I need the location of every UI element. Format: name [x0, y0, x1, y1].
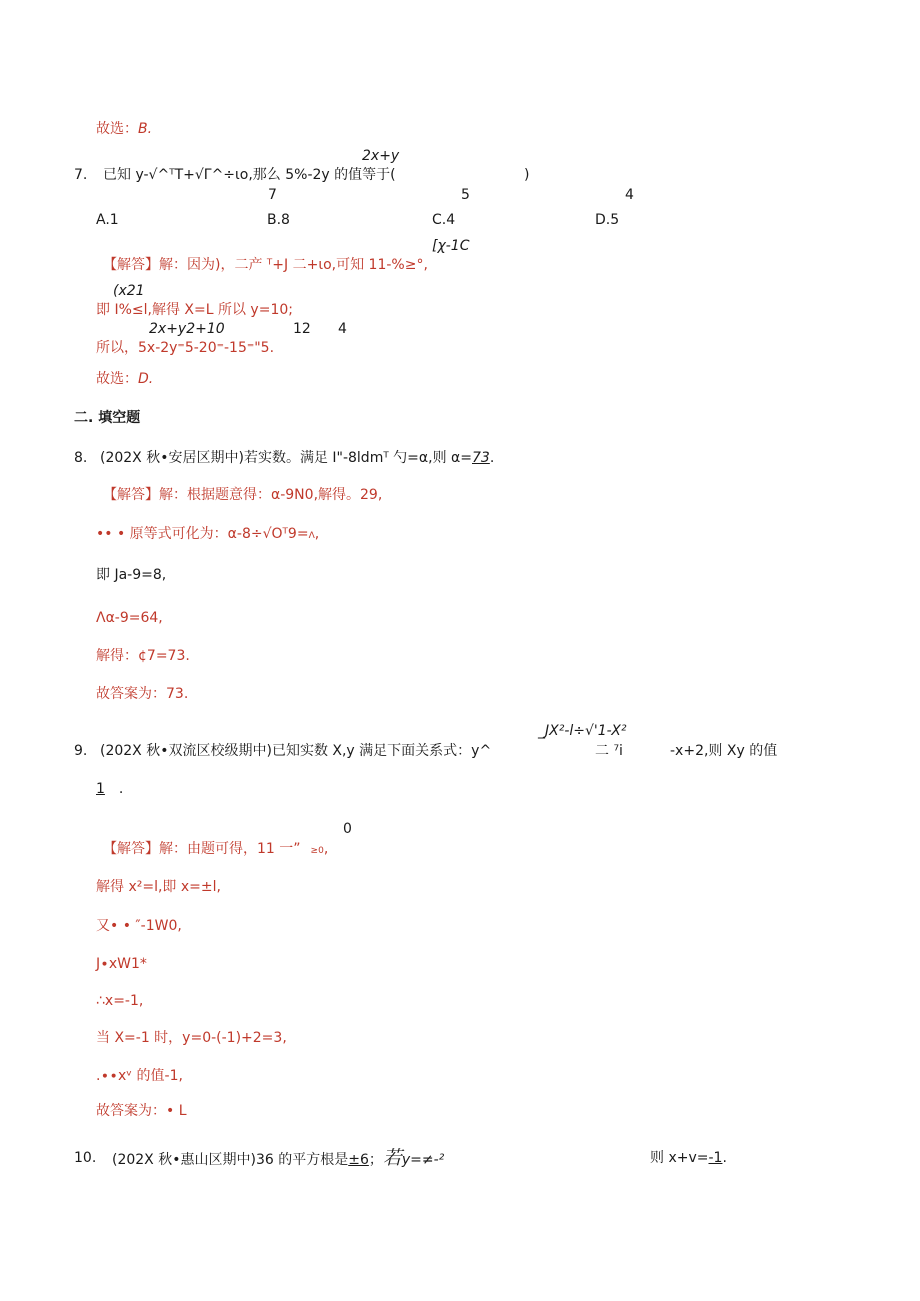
- q7-solution-fragment: (x21: [113, 283, 145, 299]
- answer-blank: ±6: [348, 1152, 369, 1168]
- solution-end: ,: [314, 526, 320, 542]
- q8-number: 8.: [74, 450, 88, 466]
- answer-prefix: 故选：: [96, 371, 138, 387]
- solution-text: 解：根据题意得：α-9N0,解得。29,: [159, 487, 383, 503]
- q9-number: 9.: [74, 743, 88, 759]
- q9-solution-line: 解得 x²=l,即 x=±l,: [96, 879, 221, 895]
- q8-solution-line: [103, 486, 382, 504]
- q7-denominator: 4: [625, 187, 634, 203]
- q8-question-line: [100, 449, 494, 467]
- answer-blank: 1: [96, 781, 105, 797]
- solution-tag: 【解答】: [103, 487, 159, 503]
- q8-solution-line: 解得：¢7=73.: [96, 648, 190, 664]
- solution-subscript: Λ: [308, 531, 315, 541]
- q7-question-text: 已知 y-√^ᵀT+√Γ^÷ιo,那么 5%-2y 的值等于(: [103, 167, 396, 183]
- q7-solution-fraction-top: 2x+y2+10: [149, 321, 225, 337]
- q9-solution-line: J∙xW1*: [96, 956, 147, 972]
- solution-tag: 【解答】: [103, 257, 159, 273]
- q7-solution-line: [103, 256, 428, 274]
- q9-question-fragment: 二 ⁷i: [595, 743, 623, 759]
- q7-denominator: 5: [461, 187, 470, 203]
- q7-option-d: D.5: [595, 212, 620, 228]
- q9-solution-line: 又• • ″-1W0,: [96, 918, 182, 934]
- answer-value: D.: [138, 371, 154, 387]
- solution-text: 解：因为)，二产 ᵀ+J 二+ιo,可知 11-%≥°,: [159, 257, 428, 273]
- q7-solution-fraction-value: 4: [338, 321, 347, 337]
- q7-close-paren: ): [524, 167, 530, 183]
- answer-blank: 73: [472, 450, 490, 466]
- question-text: (202X 秋•安居区期中)若实数。满足 I"-8ldmᵀ 勺=α,则 α=: [100, 450, 472, 466]
- question-end: .: [722, 1150, 727, 1166]
- question-fragment: y=≠-²: [401, 1152, 445, 1168]
- q9-fraction-top: _JX²-l÷√'1-X²: [538, 723, 627, 739]
- q9-solution-fragment: 0: [343, 821, 352, 837]
- q7-solution-line: [96, 339, 274, 357]
- question-end: .: [489, 450, 495, 466]
- answer-prefix: 故选：: [96, 121, 138, 137]
- question-separator: ；: [368, 1152, 383, 1168]
- q9-question-tail: -x+2,则 Xy 的值: [670, 743, 778, 759]
- q10-question-line: [112, 1149, 444, 1169]
- q9-answer-blank-line: [96, 780, 123, 798]
- q7-denominator: 7: [268, 187, 277, 203]
- q10-number: 10.: [74, 1150, 97, 1166]
- q9-solution-line: 当 X=-1 时，y=0-(-1)+2=3,: [96, 1030, 287, 1046]
- solution-superscript: ≥0: [310, 846, 324, 856]
- q7-solution-fragment: [χ-1C: [432, 238, 470, 254]
- q9-question-text: (202X 秋•双流区校级期中)已知实数 X,y 满足下面关系式：y^: [100, 743, 492, 759]
- answer-value: B.: [138, 121, 153, 137]
- q7-solution-line: 即 I%≤l,解得 X=L 所以 y=10;: [96, 302, 293, 318]
- q8-solution-line: [96, 525, 319, 545]
- q7-option-b: B.8: [267, 212, 290, 228]
- q6-answer-line: [96, 120, 152, 138]
- section-title: 二. 填空题: [74, 410, 141, 426]
- q10-question-tail: [650, 1149, 727, 1167]
- question-text: (202X 秋•惠山区期中)36 的平方根是: [112, 1152, 349, 1168]
- q9-answer-line: 故答案为：• L: [96, 1103, 187, 1119]
- q8-solution-line: 即 Ja-9=8,: [96, 567, 167, 583]
- question-end: .: [118, 781, 124, 797]
- q7-solution-fraction-value: 12: [293, 321, 311, 337]
- q7-option-c: C.4: [432, 212, 456, 228]
- q8-answer-line: 故答案为：73.: [96, 686, 189, 702]
- q7-option-a: A.1: [96, 212, 119, 228]
- q7-fraction-top: 2x+y: [362, 148, 400, 164]
- q7-number: 7.: [74, 167, 88, 183]
- solution-tag: 【解答】: [103, 841, 159, 857]
- answer-blank: -1: [708, 1150, 723, 1166]
- solution-text: •• • 原等式可化为：α-8÷√Oᵀ9=: [96, 526, 309, 542]
- solution-text: 解：由题可得，11 一”: [159, 841, 301, 857]
- q9-solution-line: [103, 840, 328, 860]
- question-text: 则 x+v=: [650, 1150, 709, 1166]
- q7-answer-line: [96, 370, 153, 388]
- q8-solution-line: Λα-9=64,: [96, 610, 163, 626]
- q9-solution-line: .∙∙xᵛ 的值-1,: [96, 1068, 183, 1084]
- question-fragment: 若: [382, 1147, 402, 1169]
- solution-text: 所以，5x-2y⁼5-20⁼-15⁼"5.: [96, 340, 275, 356]
- q9-solution-line: ∴x=-1,: [96, 993, 144, 1009]
- solution-end: ,: [323, 841, 329, 857]
